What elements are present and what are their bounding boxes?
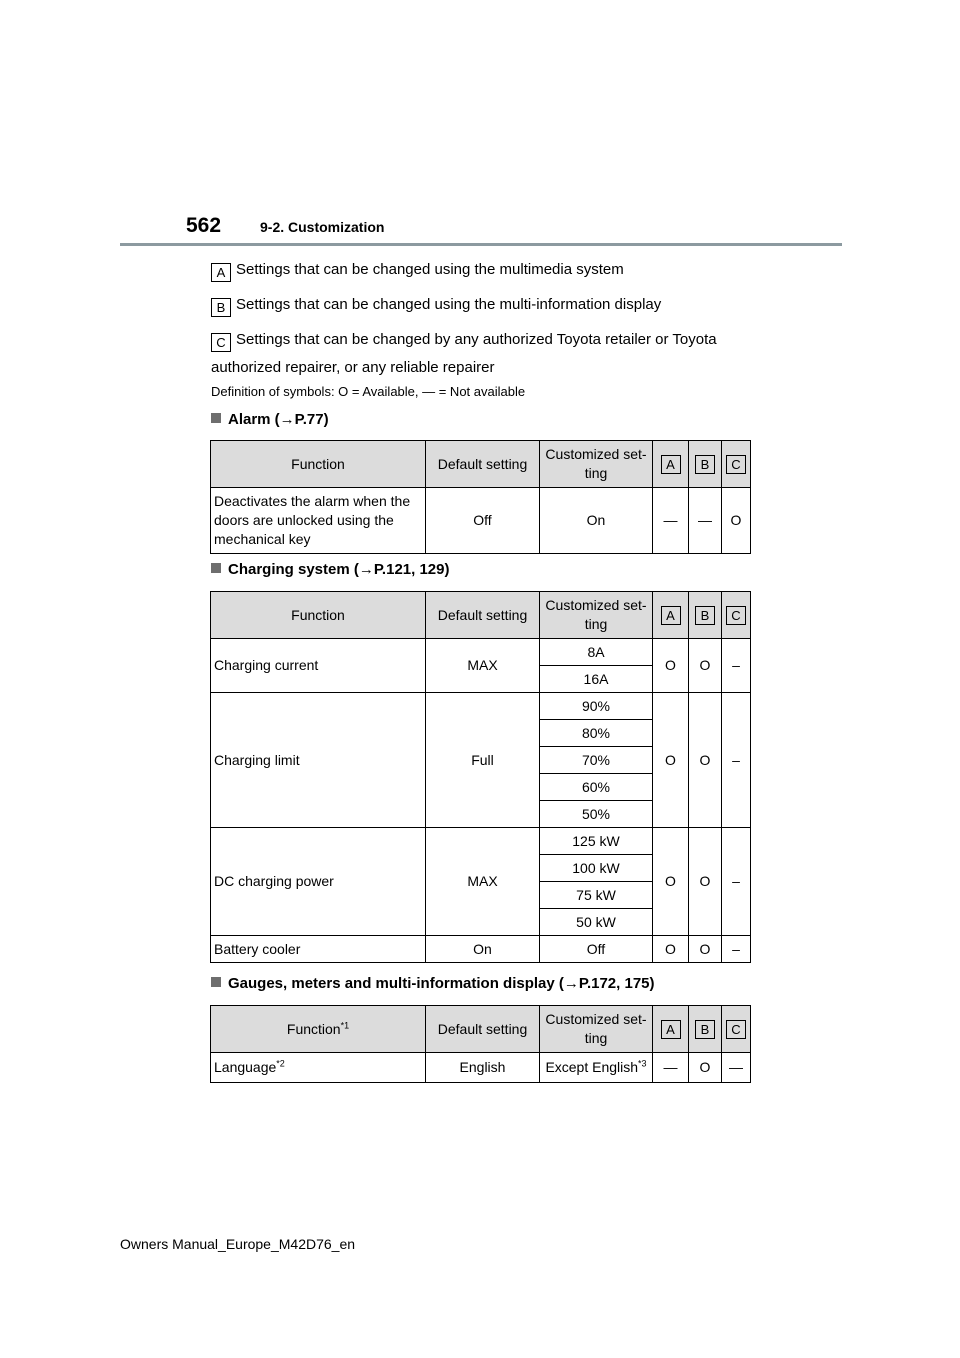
col-a-box: A	[661, 606, 681, 625]
table-row	[211, 1053, 751, 1083]
section-alarm-title	[211, 411, 329, 428]
legend-b	[211, 295, 661, 317]
cell-b: O	[689, 936, 722, 963]
col-a	[653, 1006, 689, 1053]
cell-b: —	[689, 488, 722, 554]
cell-c: –	[722, 936, 751, 963]
col-function: Function	[211, 441, 426, 488]
cell-function: Charging limit	[211, 693, 426, 828]
section-charging-title	[211, 561, 449, 578]
cell-function: Charging current	[211, 639, 426, 693]
cell-default: Off	[426, 488, 540, 554]
table-row	[211, 488, 751, 554]
cell-option: 50%	[540, 801, 653, 828]
cell-option: 125 kW	[540, 828, 653, 855]
cell-a: O	[653, 639, 689, 693]
cell-default: MAX	[426, 639, 540, 693]
col-default: Default setting	[426, 1006, 540, 1053]
cell-c: —	[722, 1053, 751, 1083]
legend-a	[211, 260, 624, 282]
cell-c: O	[722, 488, 751, 554]
col-c-box: C	[726, 455, 746, 474]
col-b	[689, 1006, 722, 1053]
table-row	[211, 693, 751, 720]
legend-text-b: Settings that can be changed using the multi-information display	[236, 296, 662, 313]
charging-table	[210, 591, 751, 963]
cell-a: O	[653, 936, 689, 963]
table-row	[211, 936, 751, 963]
col-function	[211, 1006, 426, 1053]
col-c	[722, 1006, 751, 1053]
cell-function	[211, 1053, 426, 1083]
section-gauges-label: Gauges, meters and multi-information display (→P.172, 175)	[228, 975, 655, 992]
gauges-table	[210, 1005, 751, 1083]
col-b-box: B	[695, 606, 715, 625]
square-bullet-icon	[211, 413, 221, 423]
cell-custom: Off	[540, 936, 653, 963]
footnote-ref: *1	[340, 1019, 350, 1030]
col-b-box: B	[695, 455, 715, 474]
col-b	[689, 592, 722, 639]
square-bullet-icon	[211, 563, 221, 573]
cell-default: English	[426, 1053, 540, 1083]
col-custom: Customized set-ting	[540, 592, 653, 639]
col-custom: Customized set-ting	[540, 441, 653, 488]
alarm-table	[210, 440, 751, 554]
symbol-definition: Definition of symbols: O = Available, — = Not available	[211, 384, 526, 399]
cell-b: O	[689, 1053, 722, 1083]
table-row	[211, 639, 751, 666]
cell-option: 50 kW	[540, 909, 653, 936]
col-custom: Customized set-ting	[540, 1006, 653, 1053]
footnote-ref: *3	[638, 1058, 647, 1069]
cell-b: O	[689, 693, 722, 828]
legend-text-c: Settings that can be changed by any authorized Toyota retailer or Toyota	[236, 331, 717, 348]
cell-option: 60%	[540, 774, 653, 801]
cell-b: O	[689, 828, 722, 936]
cell-a: O	[653, 693, 689, 828]
col-c	[722, 592, 751, 639]
cell-function: Battery cooler	[211, 936, 426, 963]
footnote-ref: *2	[276, 1058, 285, 1069]
page-number: 562	[186, 214, 222, 237]
cell-function: DC charging power	[211, 828, 426, 936]
legend-box-b: B	[211, 298, 231, 317]
cell-function: Deactivates the alarm when the doors are unlocked using the mechanical key	[211, 488, 426, 554]
table-row	[211, 828, 751, 855]
cell-b: O	[689, 639, 722, 693]
section-charging-label: Charging system (→P.121, 129)	[228, 561, 450, 578]
cell-custom: On	[540, 488, 653, 554]
square-bullet-icon	[211, 977, 221, 987]
cell-option: 16A	[540, 666, 653, 693]
legend-box-c: C	[211, 333, 231, 352]
cell-default: On	[426, 936, 540, 963]
section-alarm-label: Alarm (→P.77)	[228, 411, 329, 428]
cell-default: MAX	[426, 828, 540, 936]
footer-doc-id: Owners Manual_Europe_M42D76_en	[120, 1236, 356, 1252]
col-function: Function	[211, 592, 426, 639]
cell-option: 75 kW	[540, 882, 653, 909]
table-header-row	[211, 441, 751, 488]
col-b	[689, 441, 722, 488]
col-default: Default setting	[426, 592, 540, 639]
cell-option: 70%	[540, 747, 653, 774]
legend-box-a: A	[211, 263, 231, 282]
cell-a: —	[653, 488, 689, 554]
col-a	[653, 441, 689, 488]
cell-option: 8A	[540, 639, 653, 666]
table-header-row	[211, 1006, 751, 1053]
cell-a: O	[653, 828, 689, 936]
col-function-label: Function	[286, 1020, 341, 1037]
section-gauges-title	[211, 975, 655, 992]
cell-c: –	[722, 693, 751, 828]
cell-a: —	[653, 1053, 689, 1083]
col-default: Default setting	[426, 441, 540, 488]
cell-option: 100 kW	[540, 855, 653, 882]
col-b-box: B	[695, 1020, 715, 1039]
cell-custom	[540, 1053, 653, 1083]
cell-c: –	[722, 828, 751, 936]
cell-option: 80%	[540, 720, 653, 747]
table-header-row	[211, 592, 751, 639]
cell-default: Full	[426, 693, 540, 828]
col-a-box: A	[661, 455, 681, 474]
col-c	[722, 441, 751, 488]
cell-custom-label: Except English	[545, 1059, 639, 1075]
col-c-box: C	[726, 1020, 746, 1039]
section-title: 9-2. Customization	[260, 219, 385, 235]
legend-text-c-line2: authorized repairer, or any reliable repairer	[211, 359, 495, 376]
legend-text-a: Settings that can be changed using the multimedia system	[236, 261, 624, 278]
legend-c	[211, 330, 717, 352]
cell-option: 90%	[540, 693, 653, 720]
col-c-box: C	[726, 606, 746, 625]
col-a-box: A	[661, 1020, 681, 1039]
cell-function-label: Language	[214, 1059, 277, 1075]
col-a	[653, 592, 689, 639]
header-rule	[120, 243, 842, 246]
cell-c: –	[722, 639, 751, 693]
